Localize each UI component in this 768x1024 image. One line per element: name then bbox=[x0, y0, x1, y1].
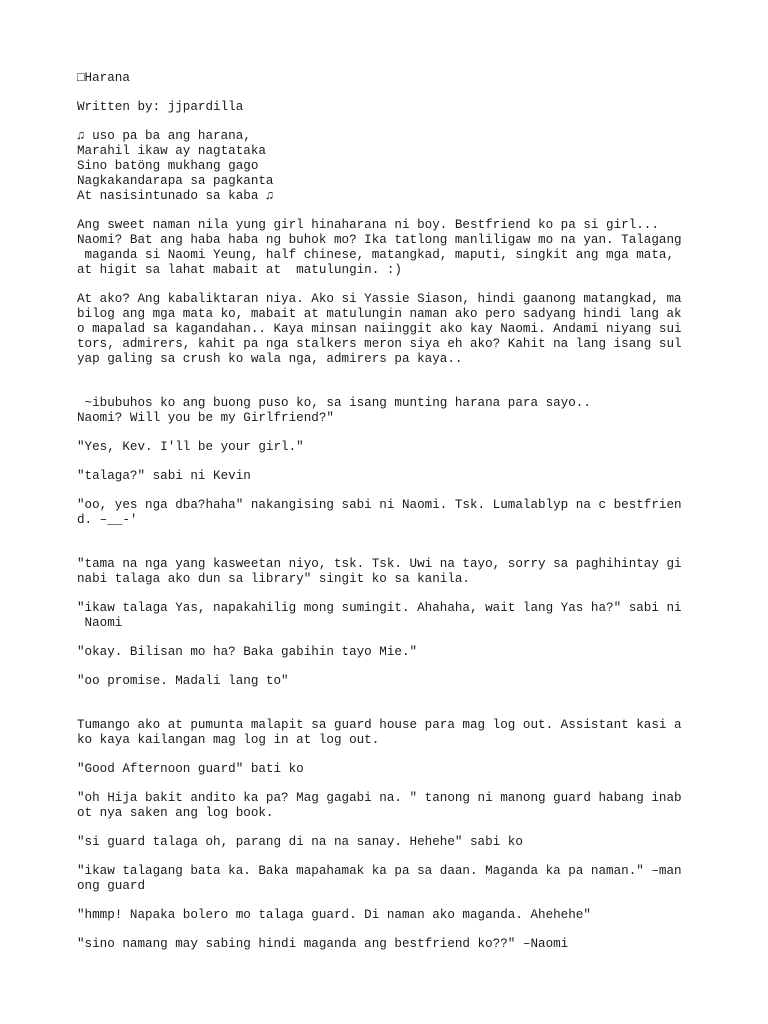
paragraph-yassie-intro: At ako? Ang kabaliktaran niya. Ako si Yassie Siason, hindi gaanong matangkad, ma bilog ang mga mata ko, mabait at matulungin naman ako pero sadyang hindi lang ak o mapalad sa kagandahan.. Kaya minsan naiinggit ako kay Naomi. Andami niyang sui tors, admirers, kahit pa nga stalkers meron siya eh ako? Kahit na lang isang sul yap galing sa crush ko wala nga, admirers pa kaya.. bbox=[77, 292, 682, 366]
dialogue-line: "oh Hija bakit andito ka pa? Mag gagabi na. " tanong ni manong guard habang inab ot nya saken ang log book. bbox=[77, 791, 682, 820]
author-byline: Written by: jjpardilla bbox=[77, 100, 244, 114]
narration-paragraph: Tumango ako at pumunta malapit sa guard house para mag log out. Assistant kasi a ko kaya kailangan mag log in at log out. bbox=[77, 718, 682, 747]
paragraph-naomi-intro: Ang sweet naman nila yung girl hinaharana ni boy. Bestfriend ko pa si girl... Naomi? Bat ang haba haba ng buhok mo? Ika tatlong manliligaw mo na yan. Talagang maganda si Naomi Yeung, half chinese, matangkad, maputi, singkit ang mga mata, at higit sa lahat mabait at matulungin. :) bbox=[77, 218, 682, 277]
dialogue-line: "tama na nga yang kasweetan niyo, tsk. Tsk. Uwi na tayo, sorry sa paghihintay gi nabi talaga ako dun sa library" singit ko sa kanila. bbox=[77, 557, 682, 586]
dialogue-line: "talaga?" sabi ni Kevin bbox=[77, 469, 251, 483]
dialogue-line: "hmmp! Napaka bolero mo talaga guard. Di naman ako maganda. Ahehehe" bbox=[77, 908, 591, 922]
document-body bbox=[77, 71, 757, 966]
dialogue-line: "oo promise. Madali lang to" bbox=[77, 674, 289, 688]
dialogue-line: "si guard talaga oh, parang di na na sanay. Hehehe" sabi ko bbox=[77, 835, 523, 849]
story-title: □Harana bbox=[77, 71, 130, 85]
paragraph-serenade-ask: ~ibubuhos ko ang buong puso ko, sa isang munting harana para sayo.. Naomi? Will you be my Girlfriend?" bbox=[77, 396, 591, 425]
dialogue-line: "okay. Bilisan mo ha? Baka gabihin tayo Mie." bbox=[77, 645, 418, 659]
song-lyrics: ♫ uso pa ba ang harana, Marahil ikaw ay nagtataka Sino batöng mukhang gago Nagkakandarapa sa pagkanta At nasisintunado sa kaba ♫ bbox=[77, 129, 274, 203]
dialogue-line: "ikaw talaga Yas, napakahilig mong sumingit. Ahahaha, wait lang Yas ha?" sabi ni Naomi bbox=[77, 601, 682, 630]
dialogue-line: "sino namang may sabing hindi maganda ang bestfriend ko??" –Naomi bbox=[77, 937, 569, 951]
dialogue-line: "Yes, Kev. I'll be your girl." bbox=[77, 440, 304, 454]
dialogue-line: "ikaw talagang bata ka. Baka mapahamak ka pa sa daan. Maganda ka pa naman." –man ong guard bbox=[77, 864, 682, 893]
dialogue-line: "oo, yes nga dba?haha" nakangising sabi ni Naomi. Tsk. Lumalablyp na c bestfrien d. –__-' bbox=[77, 498, 682, 527]
dialogue-line: "Good Afternoon guard" bati ko bbox=[77, 762, 304, 776]
